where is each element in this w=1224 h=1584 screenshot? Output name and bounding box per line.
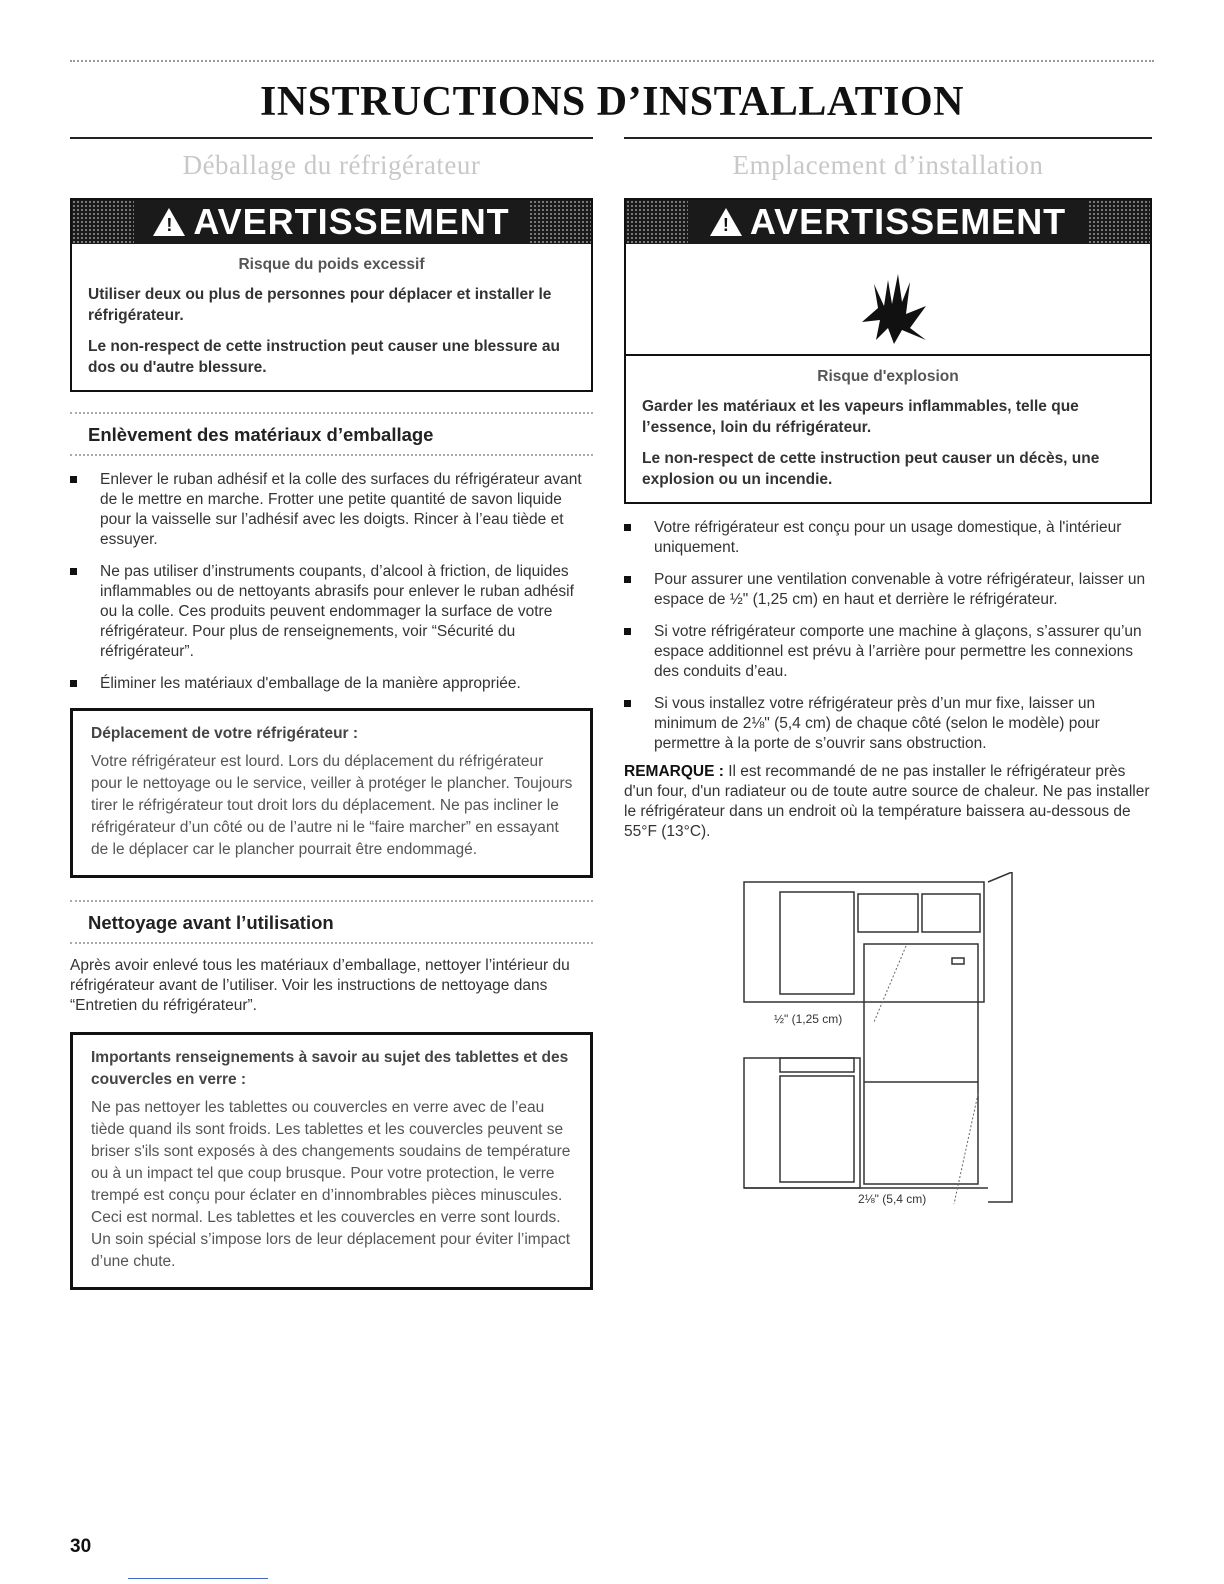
top-gap-label: ½" (1,25 cm) — [774, 1012, 843, 1026]
list-item: Si vous installez votre réfrigérateur près d’un mur fixe, laisser un minimum de 2⅛" (5,4 cm) de chaque côté (selon le modèle) pour permettre à la porte de s’ouvrir sans obstruction. — [624, 694, 1152, 754]
moving-box-title: Déplacement de votre réfrigérateur : — [91, 725, 359, 742]
moving-info-box — [70, 708, 593, 878]
warning-triangle-icon — [153, 208, 185, 236]
warning-consequence: Le non-respect de cette instruction peut causer un décès, une explosion ou un incendie. — [642, 450, 1100, 488]
list-item: Enlever le ruban adhésif et la colle des surfaces du réfrigérateur avant de le mettre en marche. Frotter une petite quantité de savon liquide pour la vaisselle sur l’adhésif avec les doigts. Rincer à l’eau tiède et essuyer. — [70, 470, 593, 550]
glass-box-title: Importants renseignements à savoir au sujet des tablettes et des couvercles en verre : — [91, 1049, 569, 1088]
right-column — [624, 198, 1152, 1212]
explosion-icon — [626, 244, 1150, 356]
moving-box-text: Votre réfrigérateur est lourd. Lors du déplacement du réfrigérateur pour le nettoyage ou le service, veiller à protéger le plancher. Toujours tirer le réfrigérateur tout droit lors du déplacement. Ne pas incliner le réfrigérateur d’un côté ou de l’autre ni le “faire marcher” en essayant de le déplacer car le plancher pourrait être endommagé. — [91, 753, 573, 858]
packing-list — [70, 470, 593, 694]
warning-instruction: Garder les matériaux et les vapeurs inflammables, telle que l’essence, loin du réfrigérateur. — [642, 398, 1079, 436]
weight-warning-box — [70, 198, 593, 392]
right-title-rule — [624, 137, 1152, 139]
list-item: Pour assurer une ventilation convenable à votre réfrigérateur, laisser un espace de ½" (1,25 cm) en haut et derrière le réfrigérateur. — [624, 570, 1152, 610]
warning-label: AVERTISSEMENT — [193, 201, 510, 242]
warning-label: AVERTISSEMENT — [749, 201, 1067, 242]
list-item: Ne pas utiliser d’instruments coupants, d’alcool à friction, de liquides inflammables ou de nettoyants abrasifs pour enlever le ruban adhésif ou la colle. Ces produits peuvent endommager la surface de votre réfrigérateur. Pour plus de renseignements, voir “Sécurité du réfrigérateur”. — [70, 562, 593, 662]
cleaning-heading: Nettoyage avant l’utilisation — [70, 900, 593, 944]
cleaning-text: Après avoir enlevé tous les matériaux d’emballage, nettoyer l’intérieur du réfrigérateur avant de l’utiliser. Voir les instructions de nettoyage dans “Entretien du réfrigérateur”. — [70, 957, 570, 1014]
right-section-title: Emplacement d’installation — [732, 150, 1044, 180]
explosion-warning-box — [624, 198, 1152, 504]
bottom-rule — [128, 1578, 268, 1579]
top-dotted-rule — [70, 60, 1154, 62]
page-title: INSTRUCTIONS D’INSTALLATION — [260, 79, 964, 125]
warning-consequence: Le non-respect de cette instruction peut causer une blessure au dos ou d'autre blessure. — [88, 338, 561, 376]
list-item: Votre réfrigérateur est conçu pour un usage domestique, à l'intérieur uniquement. — [624, 518, 1152, 558]
location-list — [624, 518, 1152, 754]
clearance-diagram — [740, 872, 1020, 1212]
warning-triangle-icon — [710, 208, 742, 236]
left-section-title: Déballage du réfrigérateur — [182, 150, 481, 180]
side-gap-label: 2⅛" (5,4 cm) — [858, 1192, 927, 1206]
left-column — [70, 198, 593, 1290]
glass-info-box — [70, 1032, 593, 1290]
warning-instruction: Utiliser deux ou plus de personnes pour déplacer et installer le réfrigérateur. — [88, 286, 552, 324]
list-item: Si votre réfrigérateur comporte une machine à glaçons, s’assurer qu’un espace additionnel est prévu à l’arrière pour permettre les connexions des conduits d’eau. — [624, 622, 1152, 682]
page-number: 30 — [70, 1536, 92, 1557]
warning-risk: Risque d'explosion — [817, 368, 959, 385]
left-title-rule — [70, 137, 593, 139]
warning-banner — [72, 200, 591, 244]
note-label: REMARQUE : — [624, 763, 724, 780]
note-text: Il est recommandé de ne pas installer le réfrigérateur près d'un four, d'un radiateur ou de toute autre source de chaleur. Ne pas installer le réfrigérateur dans un endroit où la température baissera au-dessous de 55°F (13°C). — [624, 763, 1150, 840]
glass-box-text: Ne pas nettoyer les tablettes ou couvercles en verre avec de l’eau tiède quand ils sont froids. Les tablettes et les couvercles peuvent se briser s'ils sont exposés à des changements soudains de température ou à un impact tel que coup brusque. Pour votre protection, le verre trempé est conçu pour éclater en d’innombrables pièces minuscules. Ceci est normal. Les tablettes et les couvercles en verre sont lourds. Un soin spécial s’impose lors de leur déplacement pour éviter l’impact d’une chute. — [91, 1099, 571, 1270]
list-item: Éliminer les matériaux d'emballage de la manière appropriée. — [70, 674, 593, 694]
note-paragraph — [624, 762, 1152, 842]
warning-risk: Risque du poids excessif — [238, 256, 425, 273]
packing-heading: Enlèvement des matériaux d’emballage — [70, 412, 593, 456]
warning-banner — [626, 200, 1150, 244]
